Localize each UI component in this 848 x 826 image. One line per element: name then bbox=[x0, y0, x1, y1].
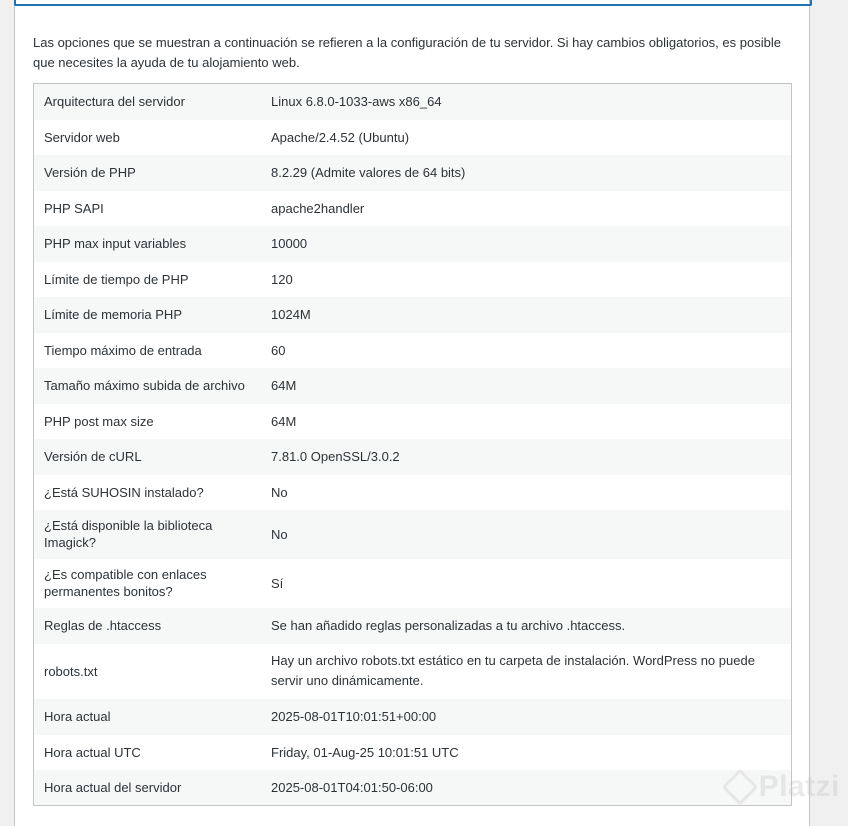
row-label: Límite de tiempo de PHP bbox=[44, 271, 189, 287]
platzi-logo-icon bbox=[721, 769, 758, 806]
table-row bbox=[34, 84, 792, 120]
row-label: ¿Está disponible la biblioteca Imagick? bbox=[44, 518, 213, 550]
table-row bbox=[34, 368, 792, 404]
table-row bbox=[34, 735, 792, 770]
row-label: Hora actual bbox=[44, 709, 111, 724]
table-row bbox=[34, 644, 792, 699]
row-label: Límite de memoria PHP bbox=[44, 307, 182, 322]
table-row bbox=[34, 333, 792, 368]
platzi-watermark bbox=[727, 770, 840, 804]
row-value: Friday, 01-Aug-25 10:01:51 UTC bbox=[271, 744, 459, 760]
intro-text: Las opciones que se muestran a continuación se refieren a la configuración de tu servidor. Si hay cambios obligatorios, es posible que necesites la ayuda de tu alojamiento web. bbox=[33, 35, 781, 70]
row-label: Arquitectura del servidor bbox=[44, 94, 185, 110]
table-row bbox=[34, 699, 792, 735]
row-label: Hora actual del servidor bbox=[44, 779, 182, 795]
row-value: Linux 6.8.0-1033-aws x86_64 bbox=[271, 94, 442, 110]
row-label: Versión de cURL bbox=[44, 449, 142, 464]
row-value: 64M bbox=[271, 413, 297, 429]
row-label: ¿Está SUHOSIN instalado? bbox=[44, 484, 204, 500]
row-value: Sí bbox=[271, 575, 284, 591]
table-row bbox=[34, 510, 792, 559]
row-value: 1024M bbox=[271, 307, 311, 322]
table-row bbox=[34, 226, 792, 262]
table-row bbox=[34, 191, 792, 226]
table-row bbox=[34, 404, 792, 439]
row-label: PHP post max size bbox=[44, 413, 154, 429]
row-label: ¿Es compatible con enlaces permanentes bonitos? bbox=[44, 567, 207, 599]
table-row bbox=[34, 559, 792, 608]
table-row bbox=[34, 155, 792, 191]
row-value: 60 bbox=[271, 342, 286, 358]
table-row bbox=[34, 439, 792, 475]
table-row bbox=[34, 297, 792, 333]
row-label: PHP max input variables bbox=[44, 236, 187, 251]
row-label: Tiempo máximo de entrada bbox=[44, 342, 202, 358]
table-row bbox=[34, 608, 792, 644]
row-value: 7.81.0 OpenSSL/3.0.2 bbox=[271, 449, 400, 464]
row-value: 10000 bbox=[271, 236, 308, 251]
row-value: 8.2.29 (Admite valores de 64 bits) bbox=[271, 165, 466, 180]
row-label: Tamaño máximo subida de archivo bbox=[44, 378, 245, 393]
row-label: Reglas de .htaccess bbox=[44, 618, 162, 633]
row-value: apache2handler bbox=[271, 200, 365, 216]
row-label: Servidor web bbox=[44, 129, 120, 145]
table-row bbox=[34, 770, 792, 806]
table-row bbox=[34, 475, 792, 510]
row-value: Se han añadido reglas personalizadas a tu archivo .htaccess. bbox=[271, 618, 626, 633]
row-label: robots.txt bbox=[44, 663, 98, 679]
row-value: 64M bbox=[271, 378, 297, 393]
row-label: PHP SAPI bbox=[44, 200, 104, 216]
table-row bbox=[34, 262, 792, 297]
table-row bbox=[34, 120, 792, 155]
row-value: No bbox=[271, 484, 288, 500]
row-label: Versión de PHP bbox=[44, 165, 136, 180]
row-value: 120 bbox=[271, 271, 293, 287]
server-info-table bbox=[33, 83, 792, 806]
row-value: 2025-08-01T10:01:51+00:00 bbox=[271, 709, 437, 724]
row-label: Hora actual UTC bbox=[44, 744, 141, 760]
row-value: Apache/2.4.52 (Ubuntu) bbox=[271, 129, 410, 145]
watermark-text: Platzi bbox=[758, 770, 840, 803]
panel-focus-border bbox=[14, 0, 812, 6]
row-value: Hay un archivo robots.txt estático en tu carpeta de instalación. WordPress no puede servir uno dinámicamente. bbox=[271, 653, 755, 688]
row-value: 2025-08-01T04:01:50-06:00 bbox=[271, 779, 433, 795]
row-value: No bbox=[271, 526, 288, 542]
